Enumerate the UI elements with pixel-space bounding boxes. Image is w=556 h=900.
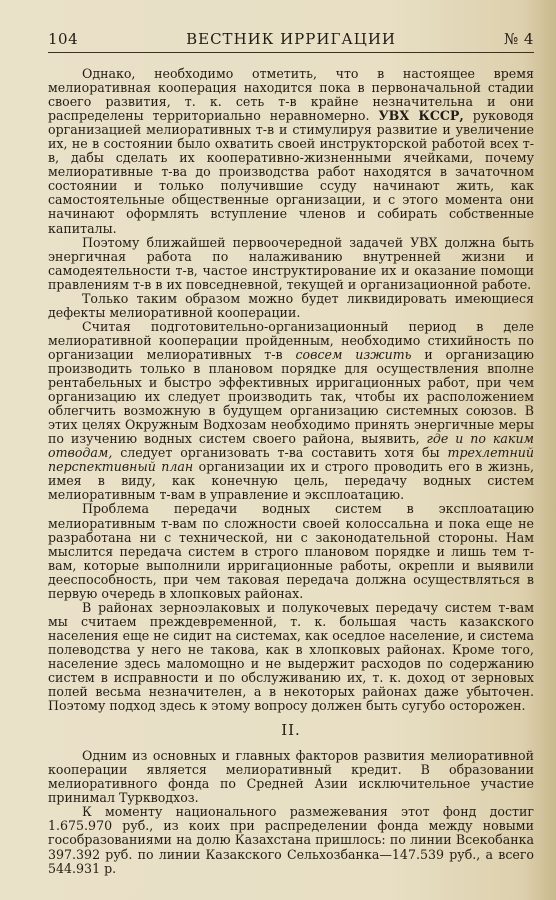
paragraph: В районах зерноэлаковых и полукочевых передачу систем т-вам мы считаем преждевременной, т. к. большая часть казакского населения еще не сидит на системах, как оседлое население, и система полеводства у него не такова, как в хлопковых районах. Кроме того, население здесь маломощно и не выдержит расходов по содержанию систем в исправности и по обслуживанию их, т. к. доход от зерновых полей весьма незначителен, а в некоторых районах даже убыточен. Поэтому подход здесь к этому вопросу должен быть сугубо осторожен. — [48, 599, 534, 714]
page-number: 104 — [48, 30, 79, 48]
italic-phrase: где и по каким отводам, — [48, 431, 535, 461]
paragraph: К моменту национального размежевания этот фонд достиг 1.675.970 руб., из коих при распределении фонда между новыми гособразованиями на долю Казахстана пришлось: по линии Всекобанка 397.392 руб. по линии Казакского Сельхозбанка—147.539 руб., а всего 544.931 р. — [48, 804, 534, 876]
paragraph: Считая подготовительно-организационный период в деле мелиоративной кооперации пройденным, необходимо стихийность по организации мелиоративных т-в совсем изжить и организацию производить только в плановом порядке для осуществления вполне рентабельных и быстро эффективных ирригационных работ, при чем организацию их следует производить так, чтобы их расположением облегчить возможную в будущем организацию системных союзов. В этих целях Окружным Водхозам необходимо принять энергичные меры по изучению водных систем своего района, выявить, где и по каким отводам, следует организовать т-ва составить хотя бы трехлетний перспективный план организации их и строго проводить его в жизнь, имея в виду, как конечную цель, передачу водных систем мелиоративным т-вам в управление и эксплоатацию. — [48, 318, 535, 503]
italic-phrase: трехлетний перспективный план — [48, 445, 534, 475]
paragraph: Поэтому ближайшей первоочередной задачей УВХ должна быть энергичная работа по налаживанию внутренней жизни и самодеятельности т-в, частое инструктирование их и оказание помощи правлениям т-в в их повседневной, текущей и организационной работе. — [48, 234, 534, 292]
issue-number: № 4 — [503, 30, 534, 48]
paragraph: Проблема передачи водных систем в эксплоатацию мелиоративным т-вам по сложности своей колоссальна и пока еще не разработана ни с технической, ни с законодательной стороны. Нам мыслится передача систем в строго плановом порядке и лишь тем т-вам, которые выполнили ирригационные работы, окрепли и выявили дееспособность, при чем таковая передача должна осуществляться в первую очередь в хлопковых районах. — [48, 501, 534, 601]
bold-phrase: УВХ КССР, — [378, 108, 464, 124]
journal-title: ВЕСТНИК ИРРИГАЦИИ — [186, 30, 396, 48]
paragraph: Одним из основных и главных факторов развития мелиоративной кооперации является мелиоративный кредит. В образовании мелиоративного фонда по Средней Азии исключительное участие принимал Туркводхоз. — [48, 748, 534, 806]
italic-phrase: совсем изжить — [295, 346, 412, 362]
section-heading: II. — [281, 721, 301, 740]
paragraph: Однако, необходимо отметить, что в настоящее время мелиоративная кооперация находится пока в первоначальной стадии своего развития, т. к. сеть т-в крайне незначительна и они распределены территориально неравномерно. УВХ КССР, руководя организацией мелиоративных т-в и стимулируя развитие и увеличение их, не в состоянии было охватить своей инструкторской работой всех т-в, дабы сделать их кооперативно-жизненными ячейками, почему мелиоративные т-ва до производства работ находятся в зачаточном состоянии и только получившие ссуду начинают жить, как самостоятельные общественные организации, и с этого момента они начинают оформлять вступление членов и собирать собственные капиталы. — [48, 66, 534, 236]
paragraph: Только таким образом можно будет ликвидировать имеющиеся дефекты мелиоративной кооперации. — [48, 290, 534, 320]
running-header — [48, 30, 534, 53]
body-text — [48, 67, 534, 876]
